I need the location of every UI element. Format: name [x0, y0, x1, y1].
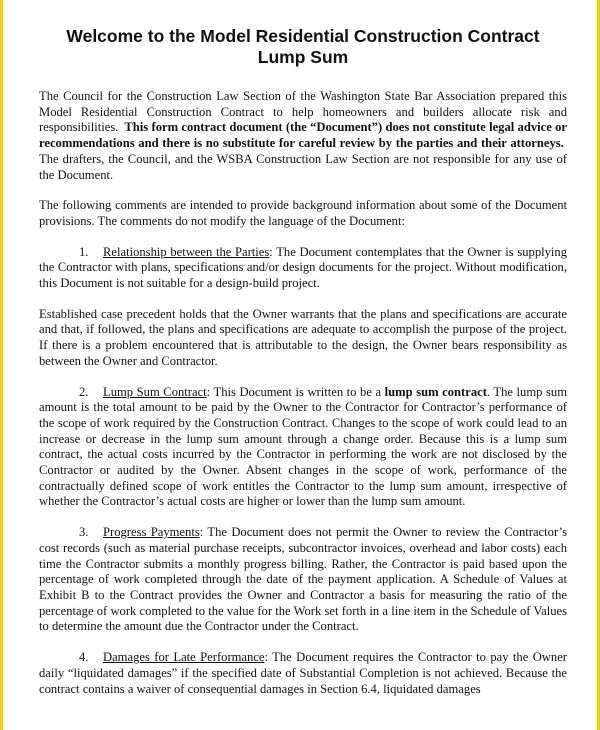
section-2-bold-term: lump sum contract [384, 384, 487, 399]
section-4-paragraph [39, 650, 567, 697]
document-title [39, 26, 567, 68]
intro-paragraph [39, 89, 567, 183]
intro-disclaimer: This form contract document (the “Document”) does not constitute legal advice or recommendations and there is no substitute for careful review by the parties and their attorneys. [39, 120, 567, 151]
section-1-heading: Relationship between the Parties [103, 244, 270, 259]
section-1-paragraph [39, 245, 567, 292]
comments-intro-paragraph: The following comments are intended to provide background information about some of the Document provisions. The comments do not modify the language of the Document: [39, 198, 567, 228]
section-3-text: : The Document does not permit the Owner to review the Contractor’s cost records (such as material purchase receipts, subcontractor invoices, overhead and labor costs) each time the Contractor submits a monthly progress billing. Rather, the Contractor is paid based upon the percentage of work completed through the date of the payment application. A Schedule of Values at Exhibit B to the Contract provides the Owner and Contractor a basis for measuring the ratio of the percentage of work completed to the value for the Work set forth in a line item in the Schedule of Values to determine the amount due the Contractor under the Contract. [39, 525, 568, 634]
section-1-number: 1. [79, 244, 89, 259]
section-2-paragraph [39, 385, 567, 511]
section-4-heading: Damages for Late Performance [103, 650, 265, 665]
section-2-text-cont: . The lump sum amount is the total amount to be paid by the Owner to the Contractor for Contractor’s performance of the scope of work required by the Construction Contract. Changes to the scope of work could lead to an increase or decrease in the lump sum amount through a change order. Because this is a lump sum contract, the actual costs incurred by the Contractor in performing the work are not disclosed by the Contractor or audited by the Owner. Absent changes in the scope of work, performance of the contractually defined scope of work entitles the Contractor to the lump sum amount, irrespective of whether the Contractor’s actual costs are higher or lower than the lump sum amount. [39, 384, 567, 509]
section-2-heading: Lump Sum Contract [103, 384, 207, 399]
section-3-number: 3. [79, 525, 89, 540]
section-3-heading: Progress Payments [103, 525, 200, 540]
intro-text-2: The drafters, the Council, and the WSBA Construction Law Section are not responsible for any use of the Document. [39, 151, 567, 182]
intro-text-1: The Council for the Construction Law Section of the Washington State Bar Association prepared this Model Residential Construction Contract to help homeowners and builders allocate risk and responsibilities. [39, 89, 567, 135]
section-1-text: : The Document contemplates that the Owner is supplying the Contractor with plans, specifications and/or design documents for the project. Without modification, this Document is not suitable for a design-build project. [39, 244, 568, 291]
established-paragraph: Established case precedent holds that the Owner warrants that the plans and specifications are accurate and that, if followed, the plans and specifications are adequate to accomplish the purpose of the project. If there is a problem encountered that is attributable to the design, the Owner bears responsibility as between the Owner and Contractor. [39, 306, 567, 368]
section-2-number: 2. [79, 384, 89, 399]
section-4-number: 4. [79, 650, 89, 665]
section-4-text: : The Document requires the Contractor to pay the Owner daily “liquidated damages” if the specified date of Substantial Completion is not achieved. Because the contract contains a waiver of consequential damages in Section 6.4, liquidated damages [39, 650, 567, 696]
section-3-paragraph [39, 525, 567, 635]
document-page [3, 0, 597, 730]
title-line-1: Welcome to the Model Residential Construction Contract [66, 26, 540, 46]
section-2-text: : This Document is written to be a [206, 384, 382, 399]
title-line-2: Lump Sum [257, 47, 349, 67]
